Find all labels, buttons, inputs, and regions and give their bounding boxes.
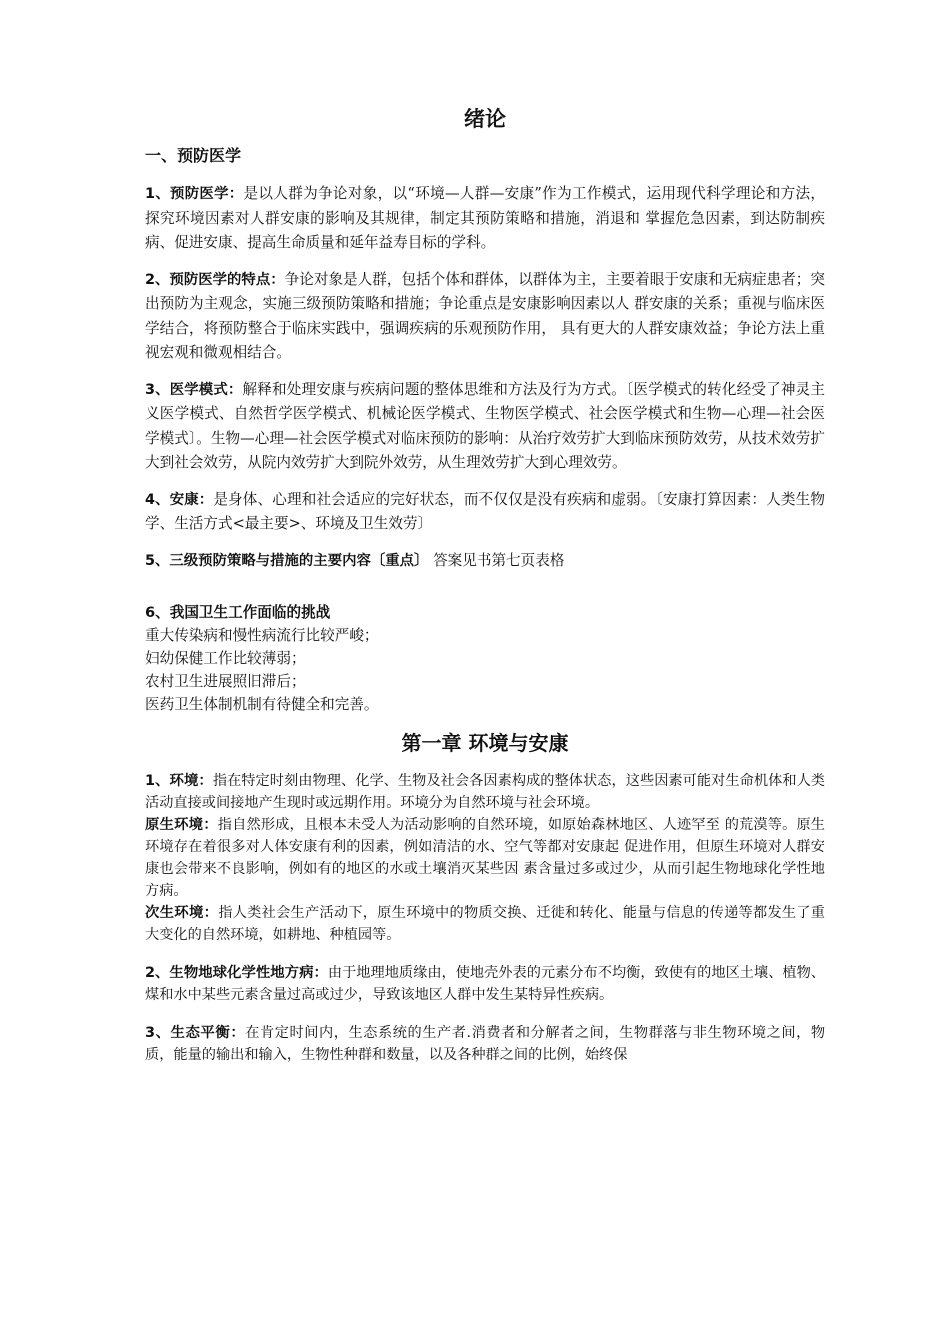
term-definition: 指在特定时刻由物理、化学、生物及社会各因素构成的整体状态，这些因素可能对生命机体和人类活动直接或间接地产生现时或远期作用。环境分为自然环境与社会环境。: [145, 773, 825, 811]
paragraph-item-3: [145, 378, 825, 476]
list-item: 妇幼保健工作比较薄弱；: [145, 650, 306, 667]
paragraph-item-1: [145, 182, 825, 256]
term-definition: 答案见书第七页表格: [428, 551, 565, 569]
section-heading-preventive-medicine: 一、预防医学: [145, 146, 242, 165]
term-label: 原生环境：: [145, 817, 218, 833]
term-definition: 是以人群为争论对象，以“环境—人群—安康”作为工作模式，运用现代科学理论和方法，探究环境因素对人群安康的影响及其规律，制定其预防策略和措施，消退和 掌握危急因素，到达防制疾病、促进安康、提高生命质量和延年益寿目标的学科。: [145, 185, 825, 251]
term-definition: 争论对象是人群，包括个体和群体，以群体为主，主要着眼于安康和无病症患者；突出预防为主观念，实施三级预防策略和措施；争论重点是安康影响因素以人 群安康的关系；重视与临床医学结合，将预防整合于临床实践中，强调疾病的乐观预防作用， 具有更大的人群安康效益；争论方法上重视宏观和微观相结合。: [145, 270, 825, 361]
term-definition: 是身体、心理和社会适应的完好状态，而不仅仅是没有疾病和虚弱。〔安康打算因素：人类生物学、生活方式<最主要>、环境及卫生效劳〕: [145, 490, 825, 532]
paragraph-item-4: [145, 488, 825, 537]
list-item: 医药卫生体制机制有待健全和完善。: [145, 696, 379, 713]
spacer: [145, 585, 825, 601]
paragraph-ch1-item-2: [145, 962, 825, 1006]
paragraph-item-6: [145, 601, 825, 716]
paragraph-ch1-item-1: [145, 770, 825, 814]
term-label: 5、三级预防策略与措施的主要内容〔重点〕: [145, 552, 429, 569]
term-label: 2、生物地球化学性地方病：: [145, 965, 328, 981]
term-definition: 指人类社会生产活动下，原生环境中的物质交换、迁徙和转化、能量与信息的传递等都发生了重大变化的自然环境，如耕地、种植园等。: [145, 905, 825, 943]
chapter-title: 第一章 环境与安康: [401, 731, 569, 755]
paragraph-item-2: [145, 268, 825, 366]
paragraph-secondary-environment: [145, 902, 825, 946]
list-item: 重大传染病和慢性病流行比较严峻；: [145, 627, 379, 644]
document-content: [145, 104, 825, 1066]
term-definition: 由于地理地质缘由，使地壳外表的元素分布不均衡，致使有的地区土壤、植物、煤和水中某些元素含量过高或过少，导致该地区人群中发生某特异性疾病。: [145, 965, 825, 1003]
term-label: 3、医学模式：: [145, 381, 243, 398]
term-definition: 在肯定时间内，生态系统的生产者.消费者和分解者之间，生物群落与非生物环境之间，物质，能量的输出和输入，生物性种群和数量，以及各种群之间的比例，始终保: [145, 1025, 826, 1063]
list-item: 农村卫生进展照旧滞后；: [145, 673, 306, 690]
term-label: 6、我国卫生工作面临的挑战: [145, 604, 331, 621]
term-label: 3、生态平衡：: [145, 1025, 246, 1041]
term-label: 1、环境：: [145, 773, 213, 789]
term-label: 4、安康：: [145, 491, 214, 508]
term-definition: 指自然形成，且根本未受人为活动影响的自然环境，如原始森林地区、人迹罕至 的荒漠等。原生环境存在着很多对人体安康有利的因素，例如清洁的水、空气等都对安康起 促进作用，但原生环境对人群安康也会带来不良影响，例如有的地区的水或土壤消灭某些因 素含量过多或过少，从而引起生物地球化学性地方病。: [145, 817, 825, 899]
term-label: 2、预防医学的特点：: [145, 271, 285, 288]
term-label: 1、预防医学：: [145, 186, 244, 202]
spacer: [145, 1006, 825, 1022]
paragraph-primary-environment: [145, 814, 825, 902]
term-label: 次生环境：: [145, 905, 219, 921]
paragraph-ch1-item-3: [145, 1022, 825, 1066]
term-definition: 解释和处理安康与疾病问题的整体思维和方法及行为方式。〔医学模式的转化经受了神灵主义医学模式、自然哲学医学模式、机械论医学模式、生物医学模式、社会医学模式和生物—心理—社会医学模式〕。生物—心理—社会医学模式对临床预防的影响：从治疗效劳扩大到临床预防效劳，从技术效劳扩大到社会效劳，从院内效劳扩大到院外效劳，从生理效劳扩大到心理效劳。: [145, 380, 825, 471]
spacer: [145, 946, 825, 962]
page-title: 绪论: [464, 107, 506, 131]
paragraph-item-5: [145, 549, 825, 574]
